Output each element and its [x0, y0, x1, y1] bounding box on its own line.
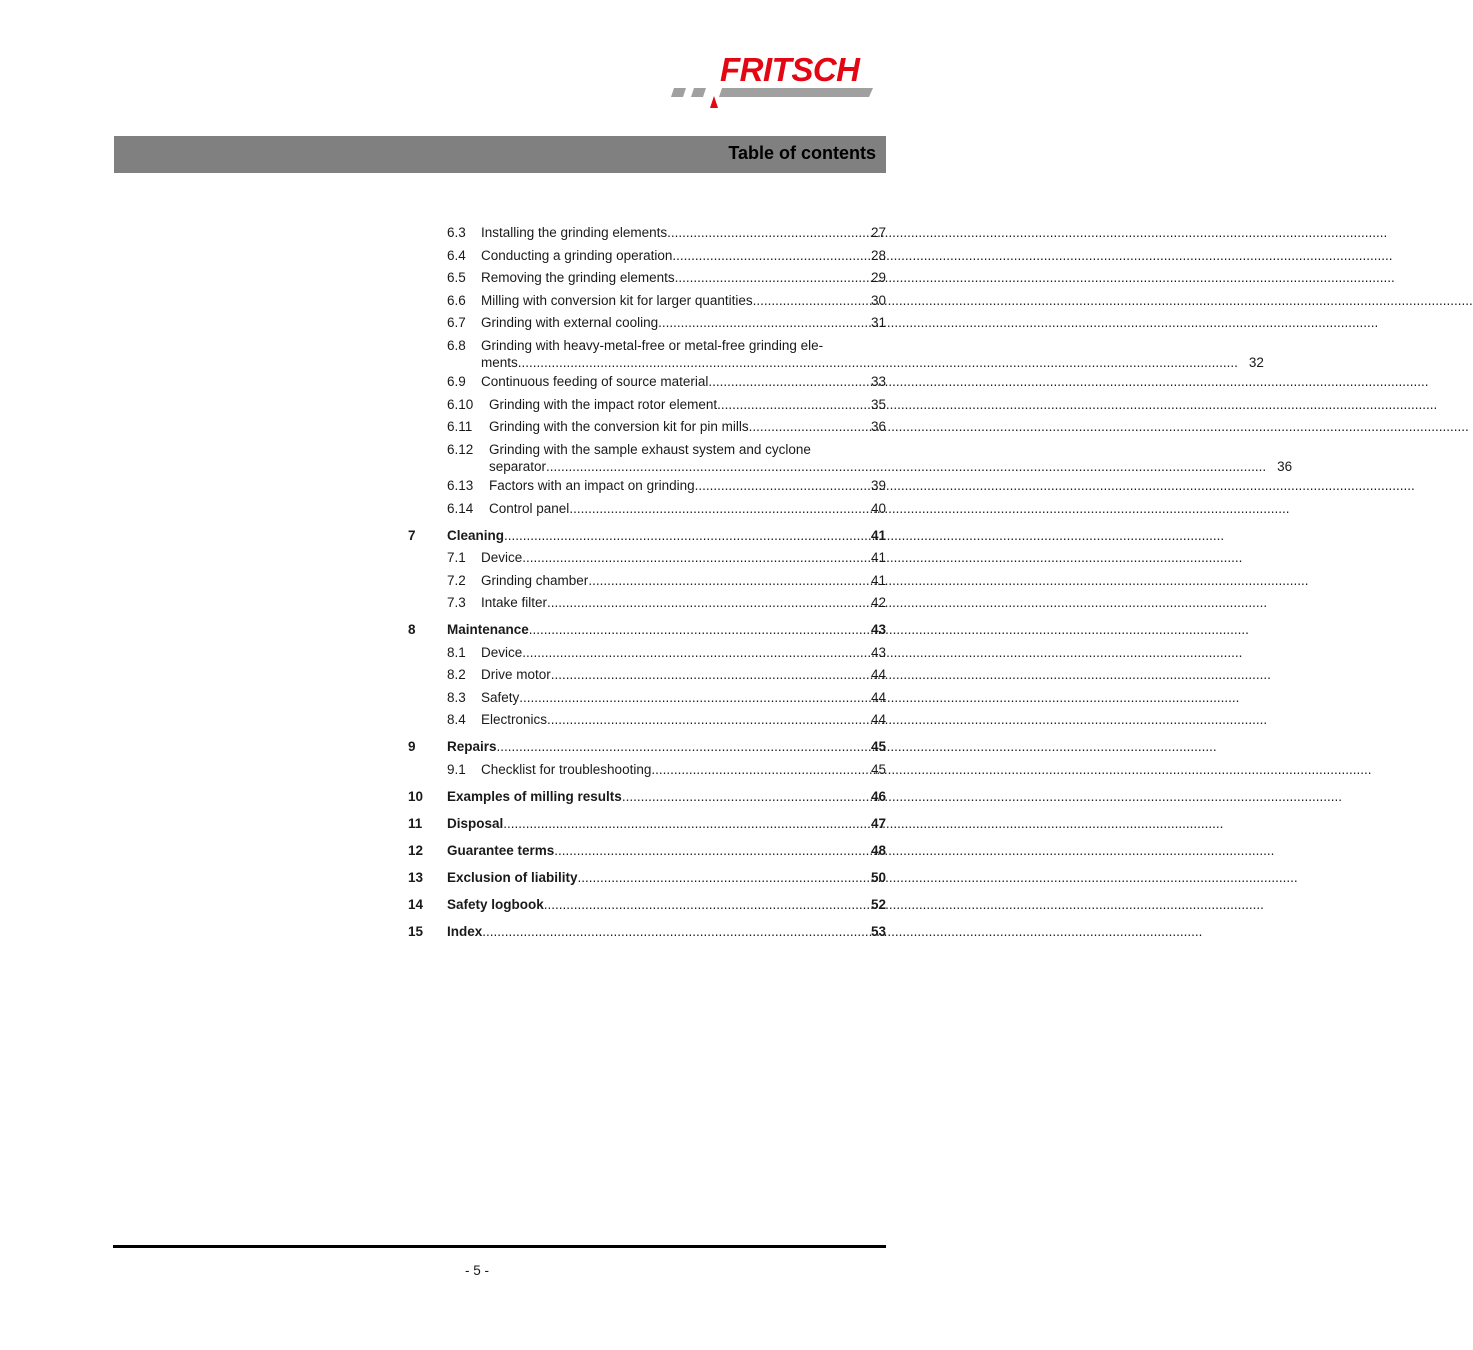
toc-entry-page: 31: [870, 315, 886, 330]
toc-entry-page: 33: [870, 374, 886, 389]
toc-entry[interactable]: [408, 439, 1293, 476]
toc-entry[interactable]: [408, 525, 886, 548]
toc-entry-page: 36: [1277, 459, 1293, 474]
toc-entry-page: 30: [870, 292, 886, 308]
dot-leader: [544, 894, 1264, 917]
table-of-contents: [408, 222, 1293, 943]
toc-entry-page: 52: [870, 896, 886, 912]
toc-entry-title: Installing the grinding elements: [481, 225, 668, 240]
dot-leader: [554, 840, 1274, 863]
toc-entry-number: 6.6: [447, 292, 466, 308]
dot-leader: [547, 709, 1267, 732]
dot-leader: [695, 475, 1415, 498]
toc-entry-page: 41: [870, 527, 886, 543]
toc-entry-title: Removing the grinding elements: [481, 270, 675, 285]
toc-entry-page: 36: [870, 419, 886, 434]
toc-entry-title: Exclusion of liability: [447, 869, 578, 885]
toc-entry-page: 47: [870, 815, 886, 831]
toc-entry-page: 29: [870, 270, 886, 285]
toc-entry-number: 8.3: [447, 689, 466, 705]
toc-entry-page: 44: [870, 689, 886, 705]
dot-leader: [551, 664, 1271, 687]
dot-leader: [667, 222, 1387, 245]
toc-entry-number: 6.5: [447, 270, 466, 285]
toc-entry-title: Drive motor: [481, 667, 551, 682]
toc-entry[interactable]: [408, 267, 886, 290]
toc-entry-title: Examples of milling results: [447, 788, 622, 804]
toc-entry-title: Grinding with the sample exhaust system and cyclone: [489, 441, 811, 457]
toc-entry-page: 40: [870, 500, 886, 516]
toc-entry-title: Cleaning: [447, 527, 505, 543]
footer-rule: [113, 1245, 886, 1248]
toc-entry-number: 13: [408, 869, 424, 885]
toc-entry-title: Control panel: [489, 500, 570, 516]
toc-entry-number: 8.4: [447, 712, 466, 727]
toc-entry-title: Grinding chamber: [481, 572, 589, 588]
toc-entry[interactable]: [408, 736, 886, 759]
toc-entry-number: 8.1: [447, 644, 466, 660]
fritsch-logo: [668, 50, 890, 112]
toc-entry-page: 27: [870, 225, 886, 240]
toc-entry-page: 28: [870, 247, 886, 263]
toc-entry-title: Grinding with heavy-metal-free or metal-free grinding ele-: [481, 337, 824, 353]
toc-entry-number: 7: [408, 527, 416, 543]
toc-entry-number: 11: [408, 815, 423, 831]
section-header-bar: [114, 136, 886, 173]
dot-leader: [622, 786, 1342, 809]
toc-entry-title: Milling with conversion kit for larger quantities: [481, 292, 753, 308]
toc-entry[interactable]: [408, 840, 886, 863]
toc-entry-number: 6.4: [447, 247, 466, 263]
toc-entry-page: 43: [870, 644, 886, 660]
toc-entry[interactable]: [408, 570, 886, 593]
toc-entry-title: Intake filter: [481, 595, 548, 610]
toc-entry-page: 44: [870, 667, 886, 682]
toc-entry-number: 14: [408, 896, 424, 912]
toc-entry[interactable]: [408, 642, 886, 665]
toc-entry[interactable]: [408, 894, 886, 917]
toc-entry-title: Guarantee terms: [447, 842, 555, 858]
toc-entry[interactable]: [408, 664, 886, 687]
dot-leader: [569, 498, 1289, 521]
page-title: Table of contents: [728, 143, 876, 163]
toc-entry-page: 41: [870, 550, 886, 565]
toc-entry-number: 15: [408, 923, 424, 939]
toc-entry[interactable]: [408, 371, 886, 394]
toc-entry-number: 6.12: [447, 441, 474, 457]
toc-entry-page: 45: [870, 739, 886, 754]
toc-entry[interactable]: [408, 290, 886, 313]
toc-entry-page: 41: [870, 572, 886, 588]
toc-entry-title: Checklist for troubleshooting: [481, 761, 652, 777]
dot-leader: [672, 245, 1392, 268]
toc-entry-page: 48: [870, 842, 886, 858]
dot-leader: [497, 736, 1217, 759]
toc-entry-number: 10: [408, 788, 424, 804]
toc-entry-page: 50: [870, 869, 886, 885]
dot-leader: [578, 867, 1298, 890]
toc-entry-number: 8: [408, 622, 416, 637]
toc-entry-number: 6.9: [447, 374, 466, 389]
dot-leader: [529, 619, 1249, 642]
toc-entry-title: Grinding with the conversion kit for pin mills: [489, 419, 749, 434]
toc-entry-title: Grinding with the impact rotor element: [489, 396, 718, 412]
dot-leader: [675, 267, 1395, 290]
toc-entry-title: Repairs: [447, 739, 497, 754]
toc-entry-title: Grinding with external cooling: [481, 315, 659, 330]
toc-entry-page: 44: [870, 712, 886, 727]
toc-entry-number: 12: [408, 842, 424, 858]
toc-entry[interactable]: [408, 687, 886, 710]
toc-entry-title: Safety: [481, 689, 520, 705]
toc-entry[interactable]: [408, 312, 886, 335]
toc-entry-number: 7.1: [447, 550, 466, 565]
toc-entry[interactable]: [408, 619, 886, 642]
toc-entry[interactable]: [408, 394, 886, 417]
toc-entry-number: 6.3: [447, 225, 466, 240]
toc-entry[interactable]: [408, 867, 886, 890]
logo-stripes-icon: [668, 86, 890, 112]
toc-entry-number: 7.3: [447, 595, 466, 610]
dot-leader: [482, 921, 1202, 944]
toc-entry-title: Index: [447, 923, 483, 939]
toc-entry-title: Electronics: [481, 712, 548, 727]
toc-entry-page: 45: [870, 761, 886, 777]
toc-entry-page: 43: [870, 622, 886, 637]
toc-entry[interactable]: [408, 709, 886, 732]
toc-entry[interactable]: [408, 786, 886, 809]
dot-leader: [546, 458, 1266, 475]
toc-entry-title: Device: [481, 644, 523, 660]
toc-entry-title: Factors with an impact on grinding: [489, 478, 695, 493]
toc-entry[interactable]: [408, 335, 1264, 372]
toc-entry-number: 6.8: [447, 337, 466, 353]
toc-entry-number: 9: [408, 739, 416, 754]
toc-entry-number: 9.1: [447, 761, 466, 777]
toc-entry-title: Device: [481, 550, 523, 565]
toc-entry[interactable]: [408, 245, 886, 268]
toc-entry-title: Conducting a grinding operation: [481, 247, 673, 263]
toc-entry-number: 6.7: [447, 315, 466, 330]
toc-entry-page: 42: [870, 595, 886, 610]
dot-leader: [518, 354, 1238, 371]
toc-entry-number: 7.2: [447, 572, 466, 588]
toc-entry[interactable]: [408, 475, 886, 498]
dot-leader: [588, 570, 1308, 593]
toc-entry-number: 8.2: [447, 667, 466, 682]
dot-leader: [708, 371, 1428, 394]
toc-entry[interactable]: [408, 498, 886, 521]
toc-entry-title-continued: separator: [489, 459, 547, 474]
toc-entry-title: Disposal: [447, 815, 504, 831]
toc-entry-page: 39: [870, 478, 886, 493]
dot-leader: [651, 759, 1371, 782]
dot-leader: [717, 394, 1437, 417]
toc-entry[interactable]: [408, 759, 886, 782]
toc-entry-title: Safety logbook: [447, 896, 544, 912]
logo-wordmark: FRITSCH: [720, 51, 860, 88]
dot-leader: [658, 312, 1378, 335]
toc-entry-title: Continuous feeding of source material: [481, 374, 709, 389]
toc-entry[interactable]: [408, 592, 886, 615]
toc-entry[interactable]: [408, 813, 886, 836]
toc-entry[interactable]: [408, 416, 886, 439]
dot-leader: [749, 416, 1469, 439]
toc-entry-title: Maintenance: [447, 622, 529, 637]
dot-leader: [547, 592, 1267, 615]
page-number: - 5 -: [464, 1263, 489, 1278]
toc-entry[interactable]: [408, 222, 886, 245]
toc-entry-number: 6.10: [447, 396, 474, 412]
toc-entry-number: 6.13: [447, 478, 474, 493]
toc-entry-page: 35: [870, 396, 886, 412]
toc-entry-page: 53: [870, 923, 886, 939]
toc-entry-number: 6.11: [447, 419, 473, 434]
toc-entry[interactable]: [408, 921, 886, 944]
toc-entry-title-continued: ments: [481, 355, 518, 370]
toc-entry[interactable]: [408, 547, 886, 570]
toc-entry-page: 46: [870, 788, 886, 804]
toc-entry-page: 32: [1248, 355, 1264, 370]
toc-entry-number: 6.14: [447, 500, 474, 516]
